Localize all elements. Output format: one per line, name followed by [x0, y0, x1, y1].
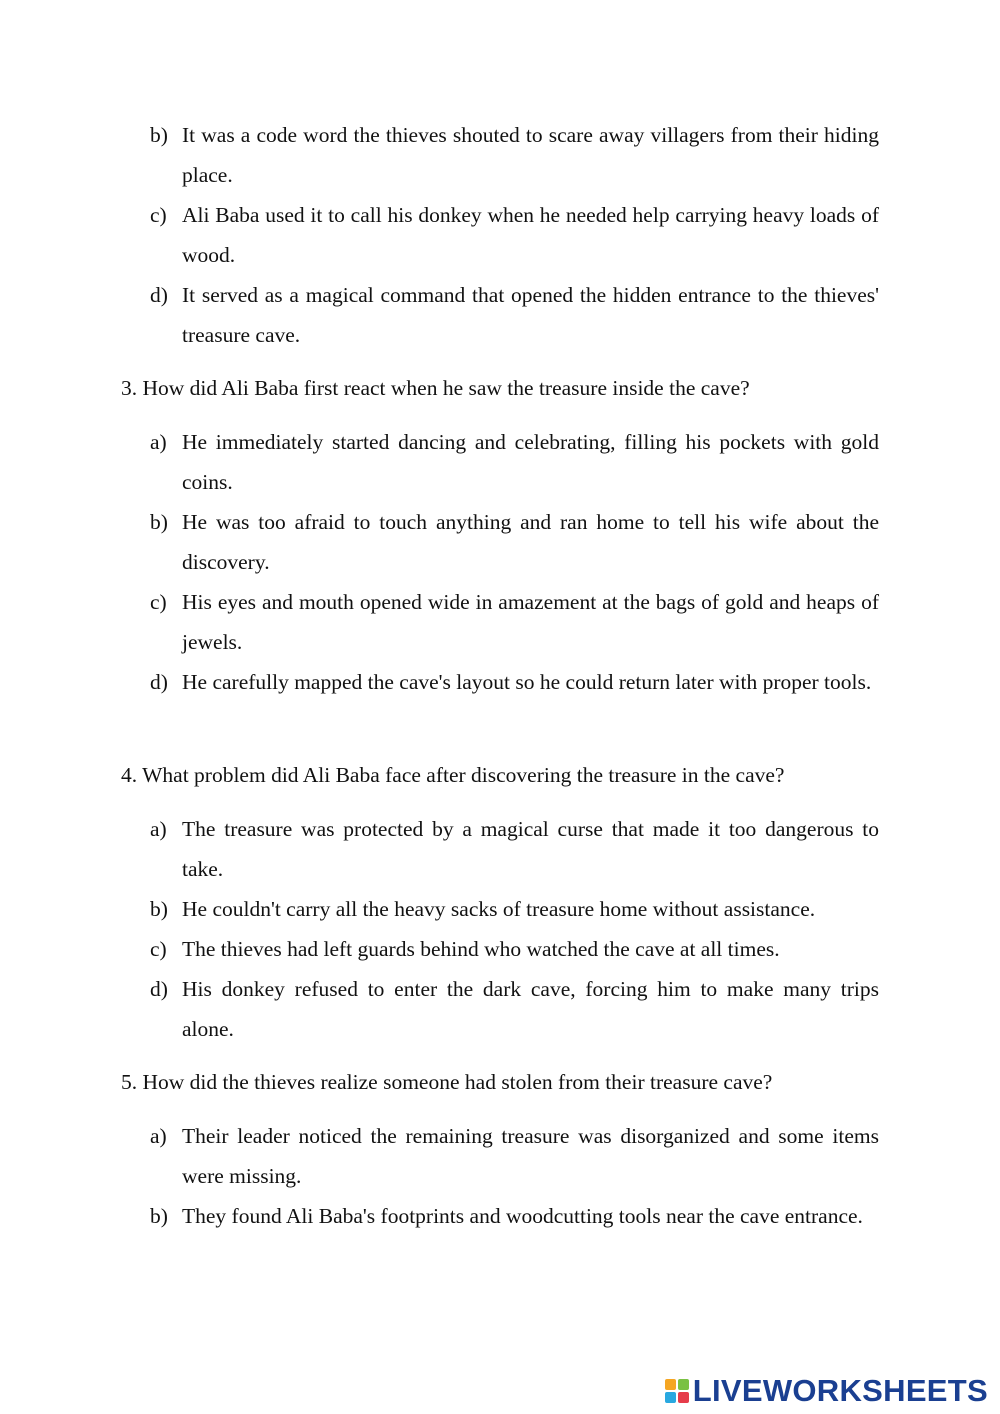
option-text: It was a code word the thieves shouted to scare away villagers from their hiding place.	[182, 123, 879, 187]
option-text: They found Ali Baba's footprints and woodcutting tools near the cave entrance.	[182, 1204, 863, 1228]
option-q4-d[interactable]	[150, 969, 879, 1049]
option-letter: d)	[150, 283, 168, 307]
option-q3-b[interactable]	[150, 502, 879, 582]
liveworksheets-logo-icon	[665, 1379, 689, 1403]
logo-wordmark: LIVEWORKSHEETS	[692, 1373, 988, 1408]
option-letter: d)	[150, 670, 168, 694]
option-q2-c[interactable]	[150, 195, 879, 275]
option-q2-d[interactable]	[150, 275, 879, 355]
option-letter: b)	[150, 1204, 168, 1228]
option-text: It served as a magical command that opened the hidden entrance to the thieves' treasure cave.	[182, 283, 879, 347]
option-letter: c)	[150, 203, 167, 227]
option-letter: a)	[150, 817, 167, 841]
question-3: 3. How did Ali Baba first react when he saw the treasure inside the cave?	[121, 376, 750, 400]
option-letter: c)	[150, 937, 167, 961]
option-q3-a[interactable]	[150, 422, 879, 502]
option-text: Their leader noticed the remaining treasure was disorganized and some items were missing.	[182, 1124, 879, 1188]
option-letter: a)	[150, 430, 167, 454]
option-text: He couldn't carry all the heavy sacks of treasure home without assistance.	[182, 897, 816, 921]
option-text: He immediately started dancing and celebrating, filling his pockets with gold coins.	[182, 430, 879, 494]
option-q3-c[interactable]	[150, 582, 879, 662]
option-letter: b)	[150, 123, 168, 147]
option-q5-a[interactable]	[150, 1116, 879, 1196]
logo-square-orange	[665, 1379, 676, 1390]
option-q4-c[interactable]	[150, 929, 879, 969]
option-q3-d[interactable]	[150, 662, 879, 702]
option-letter: a)	[150, 1124, 167, 1148]
option-text: His donkey refused to enter the dark cave, forcing him to make many trips alone.	[182, 977, 879, 1041]
option-q4-b[interactable]	[150, 889, 879, 929]
option-text: He carefully mapped the cave's layout so he could return later with proper tools.	[182, 670, 872, 694]
option-text: He was too afraid to touch anything and ran home to tell his wife about the discovery.	[182, 510, 879, 574]
logo-square-green	[678, 1379, 689, 1390]
option-text: Ali Baba used it to call his donkey when he needed help carrying heavy loads of wood.	[182, 203, 879, 267]
question-5: 5. How did the thieves realize someone had stolen from their treasure cave?	[121, 1070, 773, 1094]
logo-square-red	[678, 1392, 689, 1403]
question-4: 4. What problem did Ali Baba face after discovering the treasure in the cave?	[121, 763, 785, 787]
option-q4-a[interactable]	[150, 809, 879, 889]
option-text: The treasure was protected by a magical curse that made it too dangerous to take.	[182, 817, 879, 881]
liveworksheets-logo[interactable]	[665, 1371, 988, 1411]
option-q5-b[interactable]	[150, 1196, 879, 1236]
logo-square-blue	[665, 1392, 676, 1403]
option-letter: d)	[150, 977, 168, 1001]
option-letter: c)	[150, 590, 167, 614]
option-text: His eyes and mouth opened wide in amazement at the bags of gold and heaps of jewels.	[182, 590, 879, 654]
option-q2-b[interactable]	[150, 115, 879, 195]
option-letter: b)	[150, 510, 168, 534]
option-letter: b)	[150, 897, 168, 921]
option-text: The thieves had left guards behind who watched the cave at all times.	[182, 937, 780, 961]
